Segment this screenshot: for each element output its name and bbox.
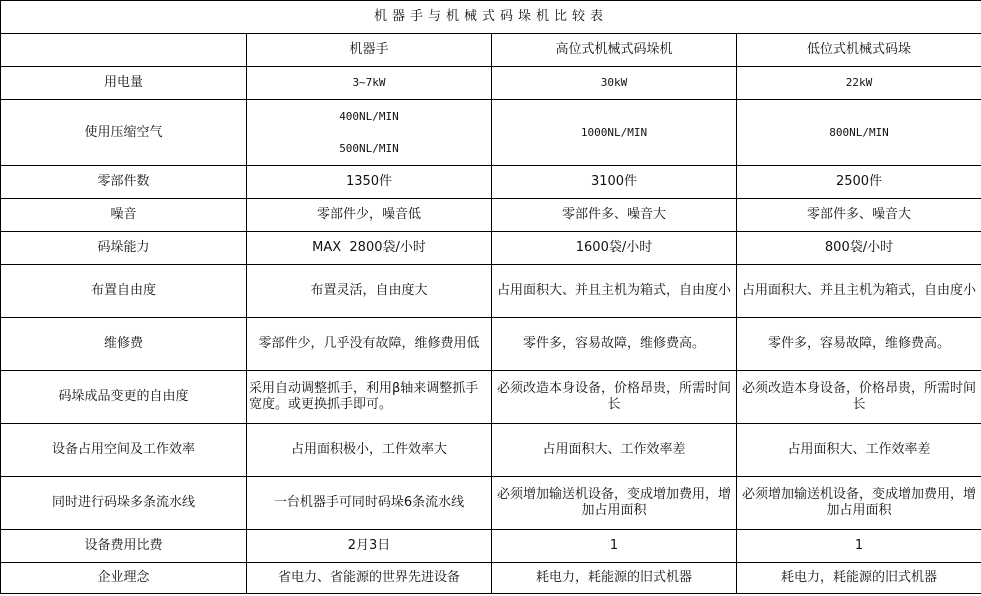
cell-high: 30kW <box>492 67 737 100</box>
row-label: 维修费 <box>1 318 247 371</box>
row-label: 设备占用空间及工作效率 <box>1 424 247 477</box>
cell-high: 占用面积大、并且主机为箱式，自由度小 <box>492 265 737 318</box>
row-label: 用电量 <box>1 67 247 100</box>
cell-robot: 零部件少，几乎没有故障，维修费用低 <box>247 318 492 371</box>
header-high-palletizer: 高位式机械式码垛机 <box>492 34 737 67</box>
cell-low: 耗电力，耗能源的旧式机器 <box>737 563 981 594</box>
table-row <box>1 232 981 265</box>
cell-low: 800NL/MIN <box>737 100 981 166</box>
table-row <box>1 563 981 594</box>
row-label: 设备费用比费 <box>1 530 247 563</box>
cell-high: 1 <box>492 530 737 563</box>
row-label: 零部件数 <box>1 166 247 199</box>
cell-high: 占用面积大、工作效率差 <box>492 424 737 477</box>
cell-robot: 2月3日 <box>247 530 492 563</box>
cell-high: 1000NL/MIN <box>492 100 737 166</box>
cell-high: 零部件多、噪音大 <box>492 199 737 232</box>
row-label: 噪音 <box>1 199 247 232</box>
cell-low: 800袋/小时 <box>737 232 981 265</box>
header-corner <box>1 34 247 67</box>
row-label: 布置自由度 <box>1 265 247 318</box>
table-row <box>1 530 981 563</box>
cell-high: 零件多，容易故障，维修费高。 <box>492 318 737 371</box>
cell-robot: 布置灵活，自由度大 <box>247 265 492 318</box>
cell-robot: 省电力、省能源的世界先进设备 <box>247 563 492 594</box>
header-robot: 机器手 <box>247 34 492 67</box>
row-label: 企业理念 <box>1 563 247 594</box>
table-row <box>1 371 981 424</box>
title-row <box>1 1 981 34</box>
cell-low: 零部件多、噪音大 <box>737 199 981 232</box>
air-line-2: 500NL/MIN <box>339 141 399 155</box>
header-row <box>1 34 981 67</box>
table-row <box>1 199 981 232</box>
table-title: 机器手与机械式码垛机比较表 <box>1 1 981 34</box>
cell-robot: 一台机器手可同时码垛6条流水线 <box>247 477 492 530</box>
cell-low: 占用面积大、工作效率差 <box>737 424 981 477</box>
row-label: 码垛成品变更的自由度 <box>1 371 247 424</box>
cell-low: 1 <box>737 530 981 563</box>
cell-high: 耗电力，耗能源的旧式机器 <box>492 563 737 594</box>
row-label: 码垛能力 <box>1 232 247 265</box>
cell-robot: 占用面积极小，工件效率大 <box>247 424 492 477</box>
table-row <box>1 265 981 318</box>
cell-low: 2500件 <box>737 166 981 199</box>
cell-low: 必须增加输送机设备，变成增加费用，增加占用面积 <box>737 477 981 530</box>
table-row <box>1 424 981 477</box>
row-label: 同时进行码垛多条流水线 <box>1 477 247 530</box>
cell-low: 零件多，容易故障，维修费高。 <box>737 318 981 371</box>
cell-robot: 零部件少，噪音低 <box>247 199 492 232</box>
air-line-1: 400NL/MIN <box>339 109 399 123</box>
cell-high: 必须增加输送机设备，变成增加费用，增加占用面积 <box>492 477 737 530</box>
cell-low: 必须改造本身设备，价格昂贵，所需时间长 <box>737 371 981 424</box>
table-row <box>1 67 981 100</box>
cell-low: 占用面积大、并且主机为箱式，自由度小 <box>737 265 981 318</box>
table-row <box>1 318 981 371</box>
cell-robot: 1350件 <box>247 166 492 199</box>
cell-high: 必须改造本身设备，价格昂贵，所需时间长 <box>492 371 737 424</box>
header-low-palletizer: 低位式机械式码垛 <box>737 34 981 67</box>
cell-robot: MAX 2800袋/小时 <box>247 232 492 265</box>
cell-high: 1600袋/小时 <box>492 232 737 265</box>
cell-robot: 3~7kW <box>247 67 492 100</box>
cell-robot: 采用自动调整抓手，利用β轴来调整抓手宽度。或更换抓手即可。 <box>247 371 492 424</box>
cell-low: 22kW <box>737 67 981 100</box>
row-label: 使用压缩空气 <box>1 100 247 166</box>
table-row <box>1 100 981 166</box>
table-row <box>1 477 981 530</box>
cell-robot <box>247 100 492 166</box>
table-row <box>1 166 981 199</box>
cell-high: 3100件 <box>492 166 737 199</box>
